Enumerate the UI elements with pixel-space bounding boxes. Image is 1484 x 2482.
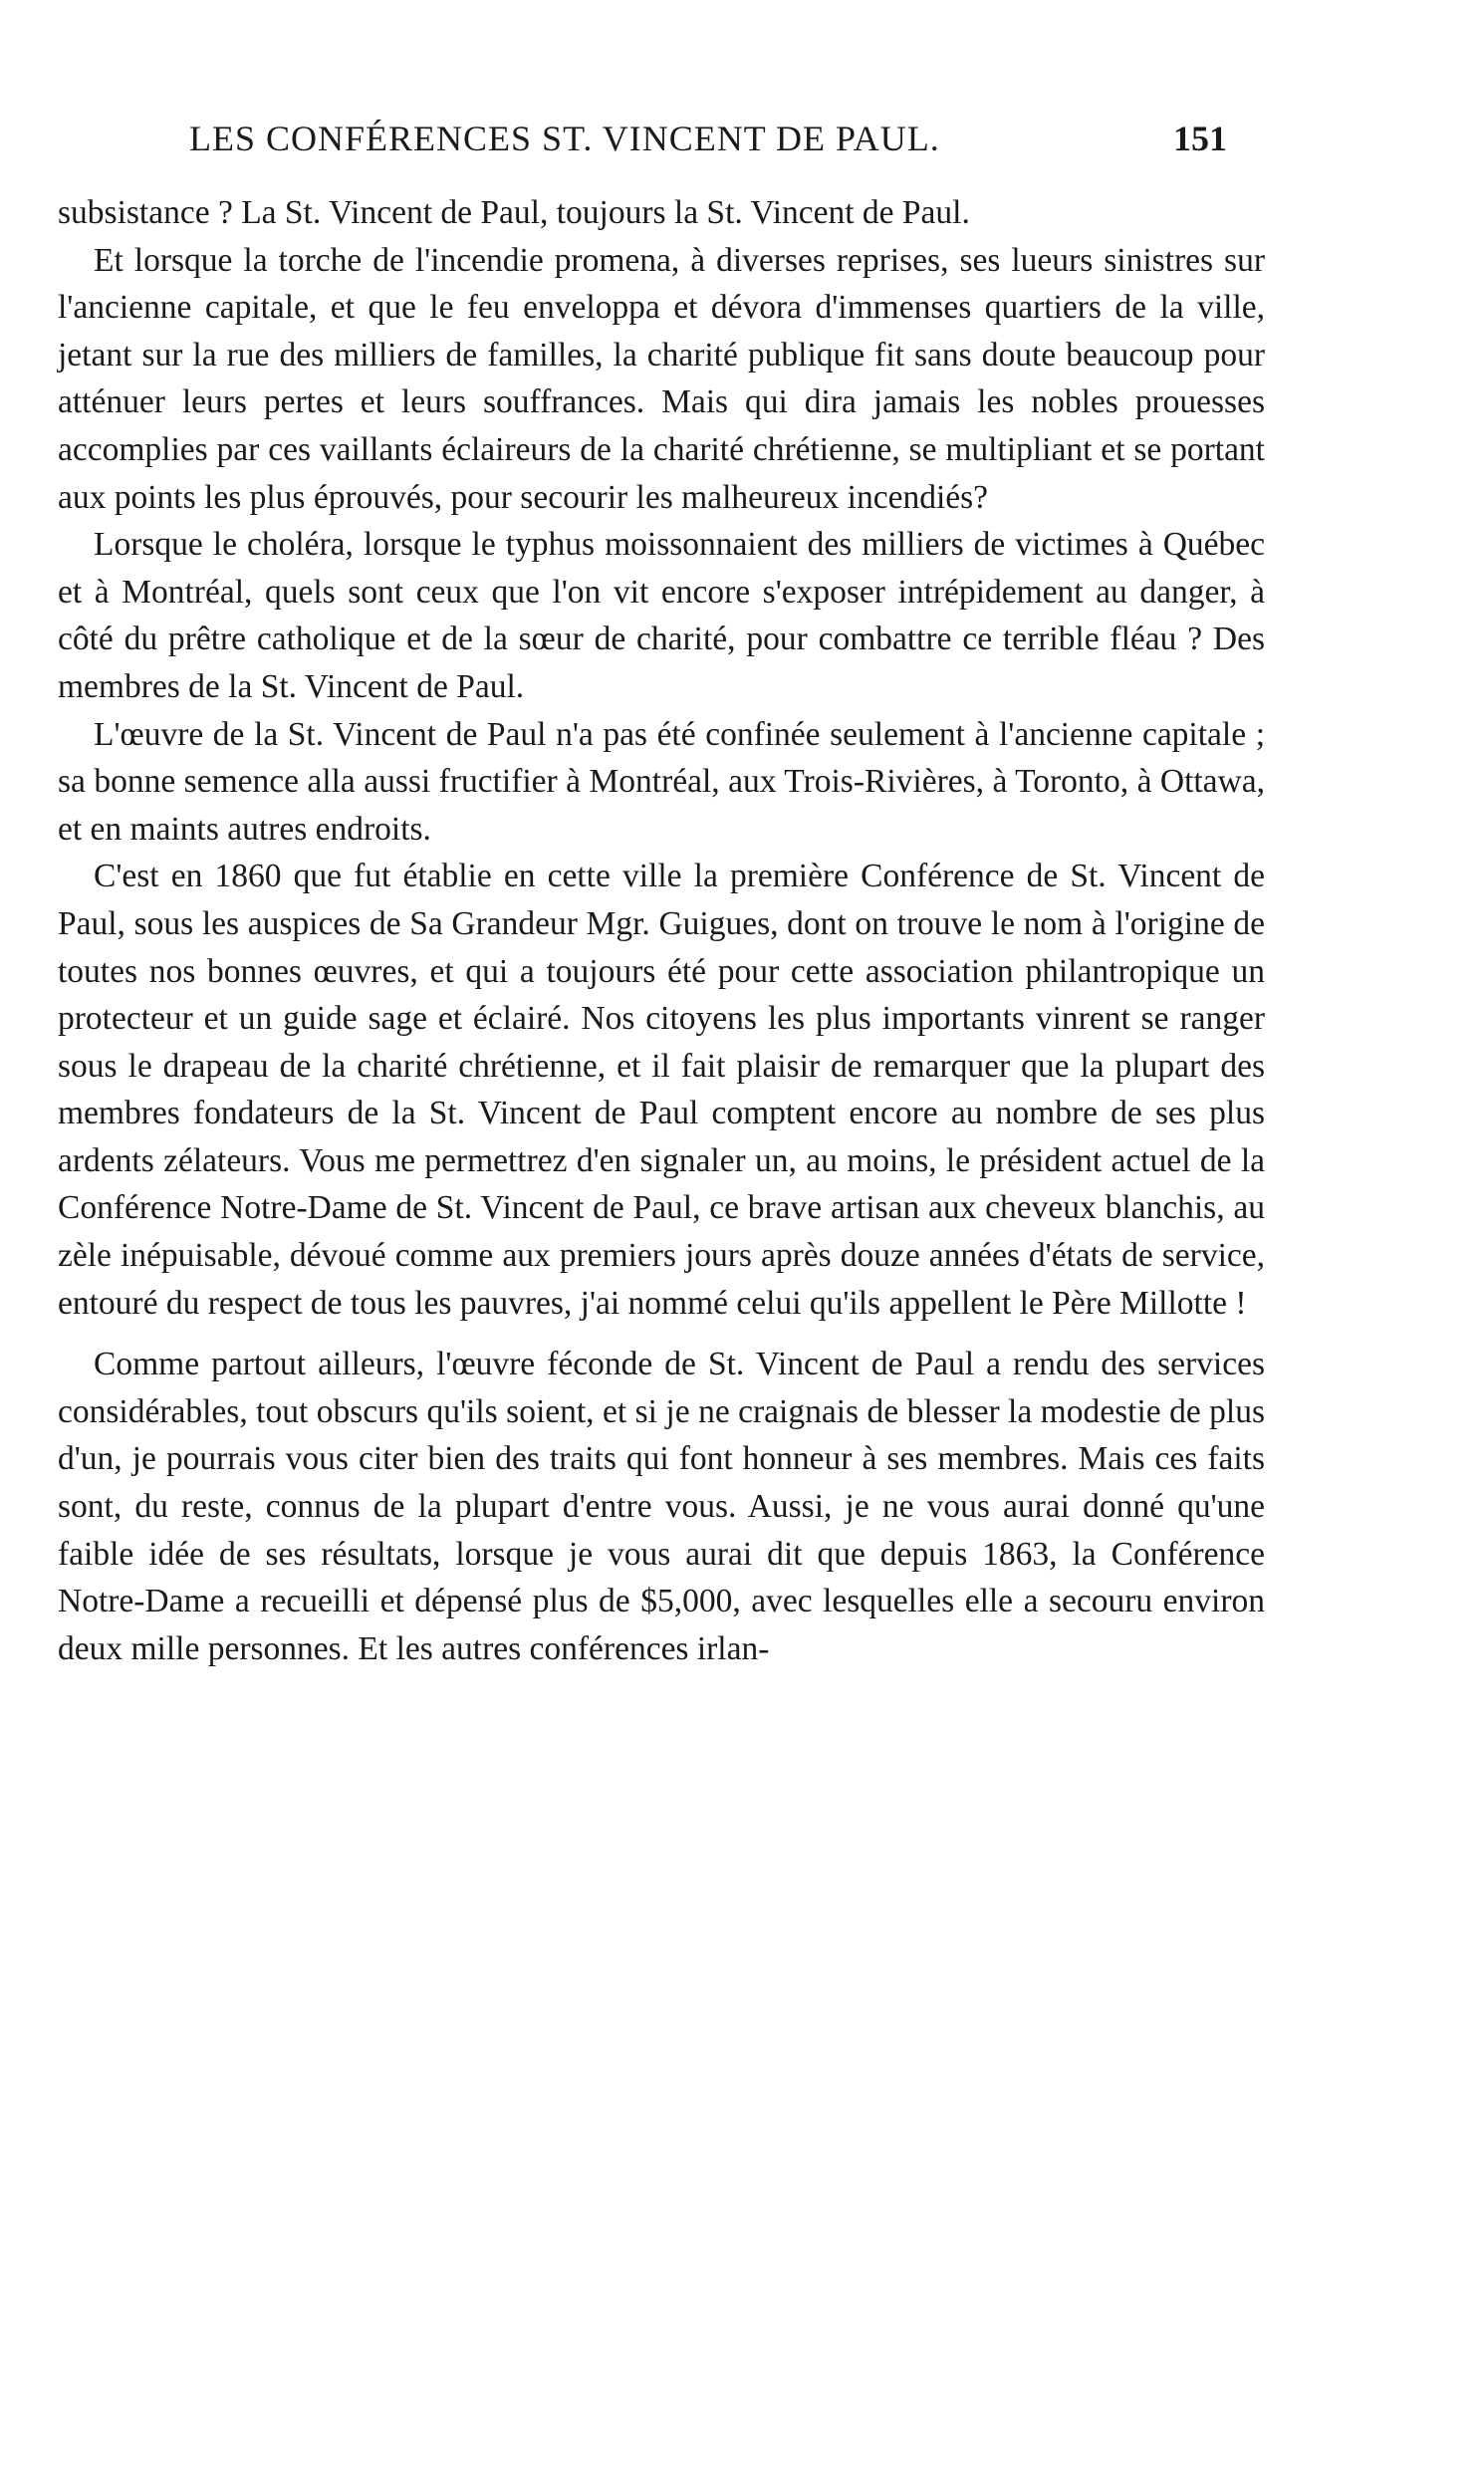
paragraph: Et lorsque la torche de l'incendie promena, à diverses reprises, ses lueurs sinistres sur l'ancienne capitale, et que le feu enveloppa et dévora d'immenses quartiers de la ville, jetant sur la rue des milliers de familles, la charité publique fit sans doute beaucoup pour atténuer leurs pertes et leurs souffrances. Mais qui dira jamais les nobles prouesses accomplies par ces vaillants éclaireurs de la charité chrétienne, se multipliant et se portant aux points les plus éprouvés, pour secourir les malheureux incendiés? bbox=[58, 241, 1265, 516]
paragraph: subsistance ? La St. Vincent de Paul, toujours la St. Vincent de Paul. bbox=[58, 194, 970, 231]
paragraph: Comme partout ailleurs, l'œuvre féconde de St. Vincent de Paul a rendu des services considérables, tout obscurs qu'ils soient, et si je ne craignais de blesser la modestie de plus d'un, je pourrais vous citer bien des traits qui font honneur à ses membres. Mais ces faits sont, du reste, connus de la plupart d'entre vous. Aussi, je ne vous aurai donné qu'une faible idée de ses résultats, lorsque je vous aurai dit que depuis 1863, la Conférence Notre-Dame a recueilli et dépensé plus de $5,000, avec lesquelles elle a secouru environ deux mille personnes. Et les autres conférences irlan- bbox=[58, 1346, 1265, 1667]
paragraph: C'est en 1860 que fut établie en cette ville la première Conférence de St. Vincent de Paul, sous les auspices de Sa Grandeur Mgr. Guigues, dont on trouve le nom à l'origine de toutes nos bonnes œuvres, et qui a toujours été pour cette association philantropique un protecteur et un guide sage et éclairé. Nos citoyens les plus importants vinrent se ranger sous le drapeau de la charité chrétienne, et il fait plaisir de remarquer que la plupart des membres fondateurs de la St. Vincent de Paul comptent encore au nombre de ses plus ardents zélateurs. Vous me permettrez d'en signaler un, au moins, le président actuel de la Conférence Notre-Dame de St. Vincent de Paul, ce brave artisan aux cheveux blanchis, au zèle inépuisable, dévoué comme aux premiers jours après douze années d'états de service, entouré du respect de tous les pauvres, j'ai nommé celui qu'ils appellent le Père Millotte ! bbox=[58, 858, 1265, 1322]
body-text bbox=[58, 189, 1265, 1672]
page-number: 151 bbox=[1173, 119, 1227, 158]
running-title: LES CONFÉRENCES ST. VINCENT DE PAUL. bbox=[189, 119, 940, 158]
paragraph: Lorsque le choléra, lorsque le typhus moissonnaient des milliers de victimes à Québec et à Montréal, quels sont ceux que l'on vit encore s'exposer intrépidement au danger, à côté du prêtre catholique et de la sœur de charité, pour combattre ce terrible fléau ? Des membres de la St. Vincent de Paul. bbox=[58, 526, 1265, 705]
running-head bbox=[60, 118, 1255, 167]
paragraph: L'œuvre de la St. Vincent de Paul n'a pas été confinée seulement à l'ancienne capitale ; sa bonne semence alla aussi fructifier à Montréal, aux Trois-Rivières, à Toronto, à Ottawa, et en maints autres endroits. bbox=[58, 715, 1265, 848]
